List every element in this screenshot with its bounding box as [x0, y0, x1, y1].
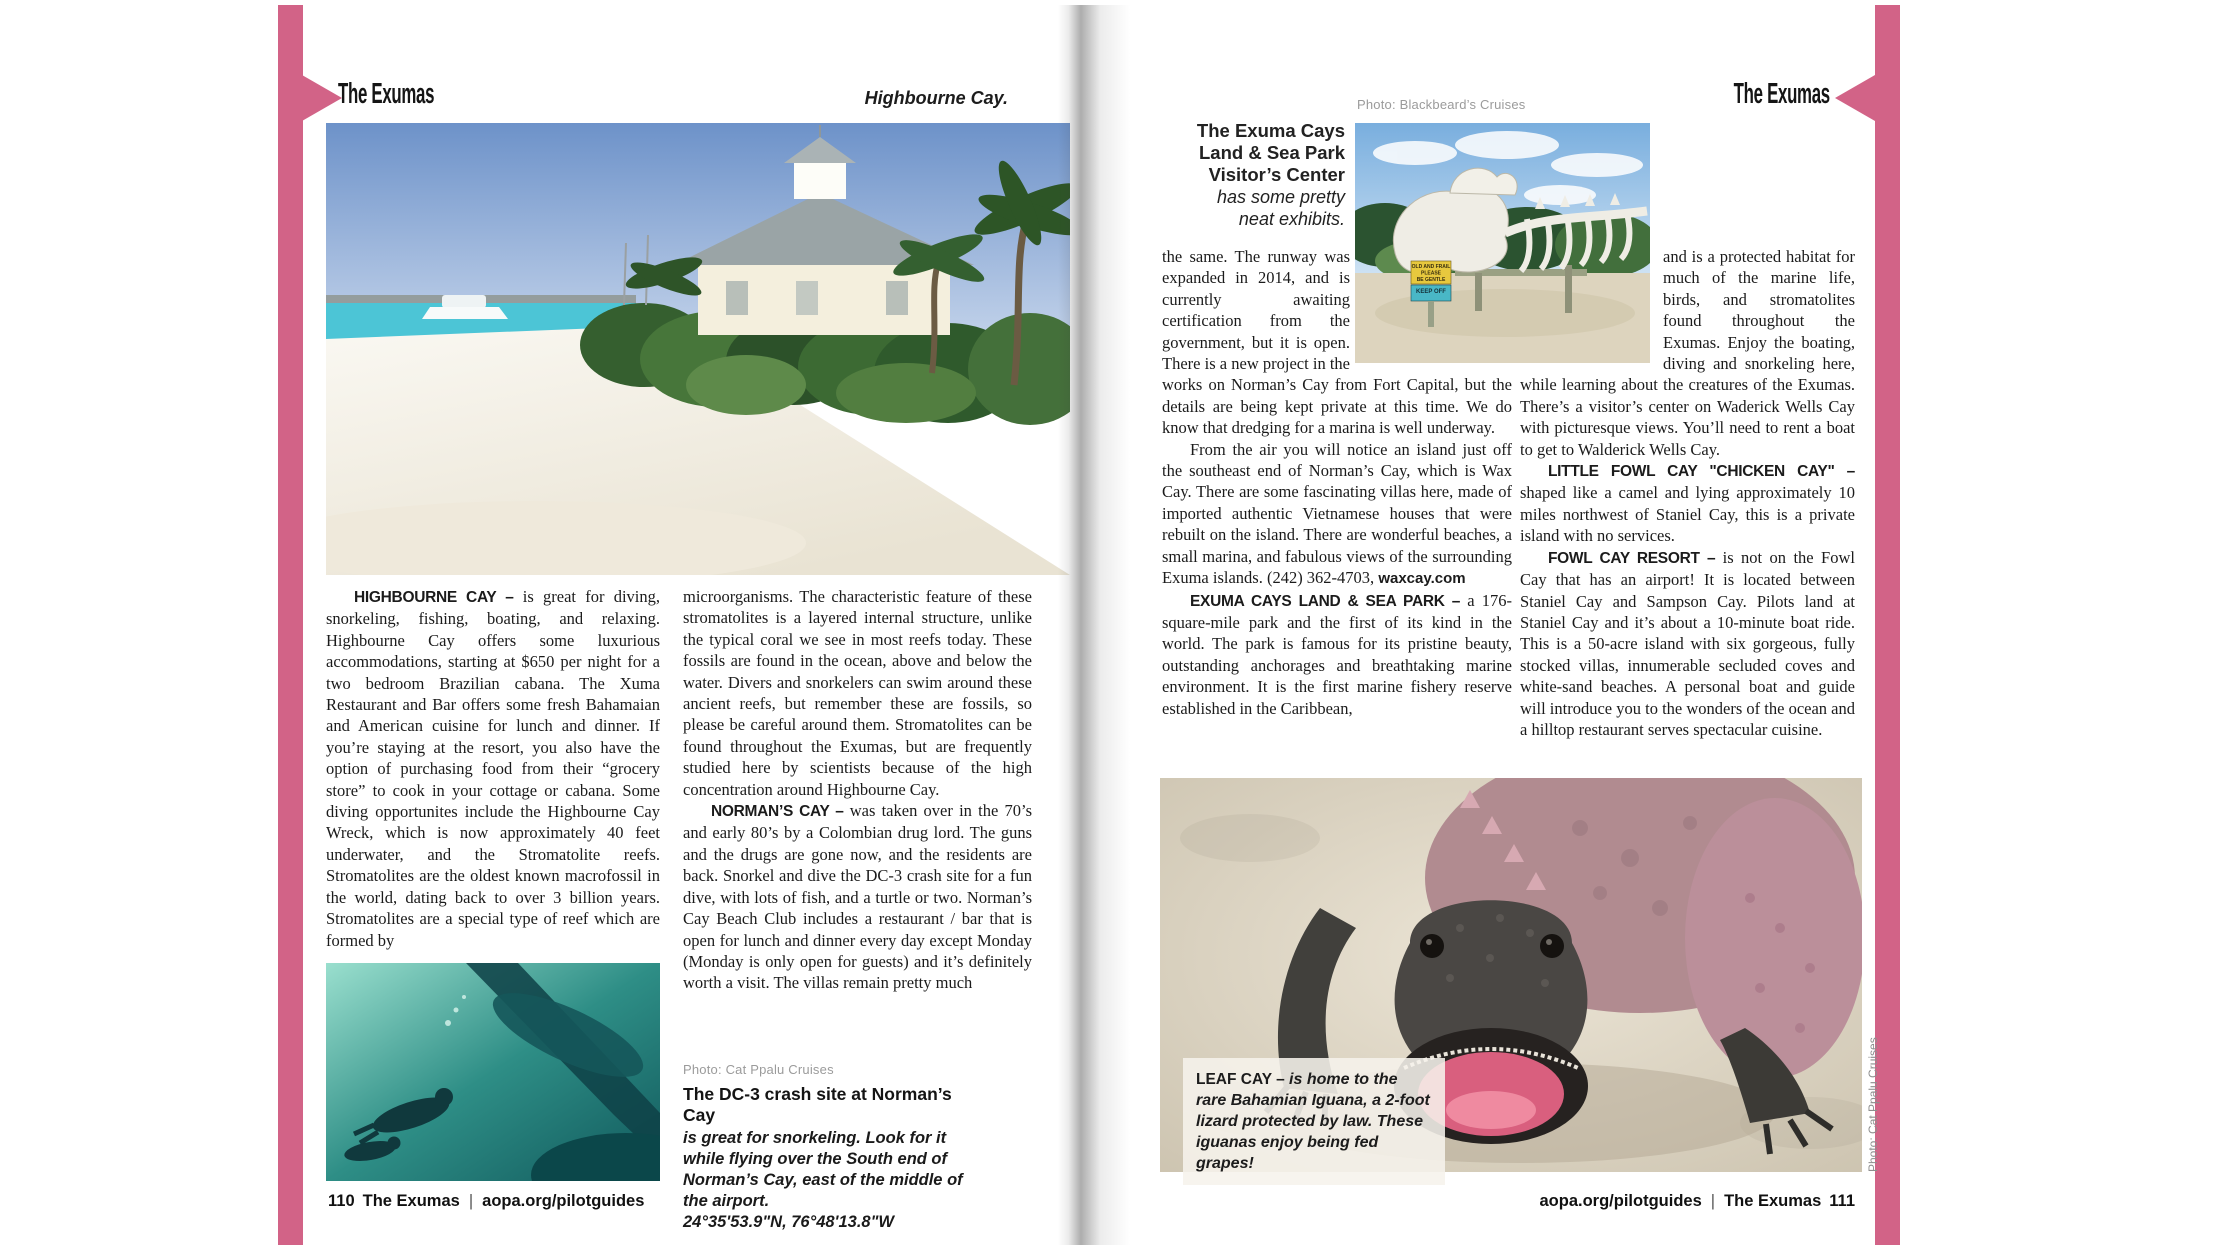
park-caption-sub-2: neat exhibits. [1238, 209, 1345, 229]
paragraph-text: From the air you will notice an island just off the southeast end of Norman’s Cay, which is Wax Cay. There are some fascinating villas here, made of imported authentic Vietnamese houses that were rebuilt on the island. There are wonderful beaches, a small marina, and fabulous views of the surrounding Exuma islands. (242) 362-4703, [1162, 439, 1512, 588]
left-edge-accent-bar [278, 5, 303, 1245]
paragraph-lead: EXUMA CAYS LAND & SEA PARK – [1190, 592, 1468, 610]
svg-text:PLEASE: PLEASE [1420, 270, 1442, 277]
hero-photo-caption: Highbourne Cay. [864, 88, 1008, 108]
photo-wrap-spacer [1350, 246, 1512, 368]
left-page-column-2 [683, 586, 1032, 994]
left-footer-section: The Exumas [362, 1192, 460, 1210]
left-page-number: 110 [328, 1192, 355, 1210]
paragraph [1162, 590, 1512, 719]
dc3-wreck-photo [326, 963, 660, 1181]
paragraph-lead: NORMAN’S CAY – [711, 803, 850, 821]
paragraph [1520, 547, 1855, 741]
svg-text:OLD AND FRAIL: OLD AND FRAIL [1411, 264, 1451, 270]
paragraph-text: and is a protected habitat for much of the marine life, birds, and stromatolites found throughout the Exumas. Enjoy the boating, diving and snorkeling here, while learning about the creatures of the Exumas. There’s a visitor’s center on Waderick Wells Cay with picturesque views. You’ll need to rent a boat to get to Walderick Wells Cay. [1520, 247, 1855, 459]
paragraph-text: is great for diving, snorkeling, fishing, boating, and relaxing. Highbourne Cay offers some luxurious accommodations, starting at $650 per night for a two bedroom Brazilian cabana. The Xuma Restaurant and Bar offers some fresh Bahamaian and American cuisine for lunch and dinner. If you’re staying at the resort, you also have the option of purchasing food from their “grocery store” to cook in your cottage or cabana. Some diving opportunites include the Highbourne Cay Wreck, which is now approximately 40 feet underwater, and the Stromatolite reefs. Stromatolites are the oldest known macrofossil in the world, dating back to over 3 billion years. Stromatolites are a special type of reef which are formed by [326, 587, 660, 950]
park-caption-line-3: Visitor’s Center [1208, 164, 1345, 185]
right-footer-section: The Exumas [1724, 1192, 1822, 1210]
left-page-title-text: The Exumas [338, 78, 435, 110]
right-footer-url: aopa.org/pilotguides [1539, 1192, 1702, 1210]
dc3-caption-coords: 24°35'53.9"N, 76°48'13.8"W [683, 1213, 894, 1231]
paragraph-lead: FOWL CAY RESORT – [1548, 549, 1723, 567]
paragraph-text: shaped like a camel and lying approximately 10 miles northwest of Staniel Cay, this is a private island with no services. [1520, 483, 1855, 546]
iguana-tongue [1446, 1091, 1536, 1129]
highbourne-cay-photo-art [326, 123, 1070, 575]
paragraph-text: waxcay.com [1378, 570, 1466, 588]
leaf-cay-caption-box [1183, 1058, 1445, 1185]
paragraph-text: was taken over in the 70’s and early 80’s by a Colombian drug lord. The guns and the drugs are gone now, and the residents are back. Snorkel and dive the DC-3 crash site for a fun dive, with lots of fish, and a turtle or two. Norman’s Cay Beach Club includes a restaurant / bar that is open for lunch and dinner every day except Monday (Monday is only open for guests) and it’s definitely worth a visit. The villas remain pretty much [683, 801, 1032, 993]
paragraph-text: is not on the Fowl Cay that has an airport! It is located between Staniel Cay and Sampson Cay. Pilots land at Staniel Cay and it’s about a 10-minute boat ride. This is a 50-acre island with six gorgeous, fully stocked villas, innumerable secluded coves and white-sand beaches. A personal boat and guide will introduce you to the wonders of the ocean and a hilltop restaurant serves spectacular cuisine. [1520, 547, 1855, 739]
paragraph-lead: HIGHBOURNE CAY – [354, 589, 523, 606]
park-caption-block [1128, 120, 1345, 230]
left-header-arrow-icon [302, 75, 342, 121]
paragraph-text: the same. The runway was expanded in 2014, and is currently awaiting certification from the government, but it is open. There is a new project in the works on Norman’s Cay from Fort Capital, but the details are being kept private at this time. We do know that dredging for a marina is well underway. [1162, 247, 1512, 438]
left-footer-url: aopa.org/pilotguides [482, 1192, 645, 1210]
right-page-column-1 [1162, 246, 1512, 719]
park-caption-line-1: The Exuma Cays [1196, 120, 1345, 141]
park-caption-sub-1: has some pretty [1216, 187, 1345, 207]
iguana-photo-credit: Photo: Cat Ppalu Cruises [1866, 1037, 1880, 1172]
paragraph [326, 586, 660, 951]
leaf-cay-caption-lead: LEAF CAY – [1196, 1071, 1290, 1088]
dc3-wreck-photo-art [326, 963, 660, 1181]
left-page-footer [328, 1192, 644, 1211]
right-page-number: 111 [1829, 1192, 1855, 1210]
left-footer-divider: | [468, 1192, 474, 1210]
paragraph-text: a 176-square-mile park and the first of its kind in the world. The park is famous for its pristine beauty, outstanding anchorages and breathtaking marine environment. It is the first marine fishery reserve established in the Caribbean, [1162, 590, 1512, 718]
dc3-caption-title: The DC-3 crash site at Norman’s Cay [683, 1084, 952, 1125]
right-header-arrow-icon [1835, 75, 1875, 121]
park-caption-line-2: Land & Sea Park [1198, 142, 1345, 163]
svg-text:KEEP OFF: KEEP OFF [1416, 289, 1446, 295]
right-page-column-2 [1520, 246, 1855, 740]
paragraph-lead: LITTLE FOWL CAY "CHICKEN CAY" – [1548, 463, 1855, 481]
iguana-leg-pink [1685, 798, 1862, 1078]
paragraph [1162, 439, 1512, 590]
paragraph [683, 586, 1032, 800]
dc3-caption-block [683, 1062, 975, 1233]
paragraph [683, 800, 1032, 994]
paragraph [1520, 460, 1855, 547]
right-footer-divider: | [1710, 1192, 1716, 1210]
leaf-cay-caption-body: is home to the rare Bahamian Iguana, a 2-foot lizard protected by law. These iguanas enjoy being fed grapes! [1196, 1071, 1430, 1172]
dc3-caption-body: is great for snorkeling. Look for it while flying over the South end of Norman’s Cay, east of the middle of the airport. [683, 1129, 963, 1210]
dc3-photo-credit: Photo: Cat Ppalu Cruises [683, 1062, 834, 1077]
paragraph-text: microorganisms. The characteristic feature of these stromatolites is a layered internal structure, unlike the typical coral we see in most reefs today. These fossils are found in the ocean, above and below the water. Divers and snorkelers can swim around these ancient reefs, but remember these are fossils, so please be careful around them. Stromatolites can be found throughout the Exumas, but are frequently studied here by scientists because of the high concentration around Highbourne Cay. [683, 587, 1032, 799]
svg-text:BE GENTLE: BE GENTLE [1416, 277, 1446, 283]
highbourne-cay-photo [326, 123, 1070, 575]
left-page-title [338, 80, 504, 109]
right-page-title [1664, 80, 1830, 109]
left-page-column-1 [326, 586, 660, 951]
whale-photo-credit: Photo: Blackbeard’s Cruises [1357, 97, 1526, 112]
photo-wrap-spacer [1520, 246, 1663, 368]
right-page-footer [1540, 1192, 1856, 1211]
right-page-title-text: The Exumas [1733, 78, 1830, 110]
